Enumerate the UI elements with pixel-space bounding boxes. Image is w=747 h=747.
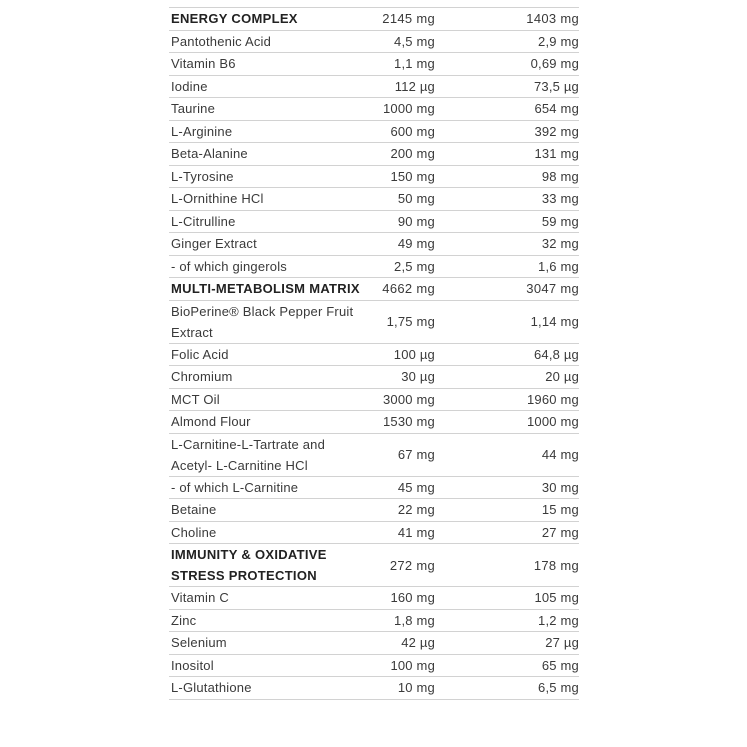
amount-per-100g: 392 mg: [435, 120, 579, 143]
table-row: [169, 233, 579, 256]
ingredient-name: Vitamin C: [169, 587, 361, 610]
amount-per-serving: 1,1 mg: [361, 53, 435, 76]
amount-per-serving: 150 mg: [361, 165, 435, 188]
amount-per-serving: 272 mg: [361, 544, 435, 587]
ingredient-name: L-Ornithine HCl: [169, 188, 361, 211]
table-row: [169, 609, 579, 632]
ingredient-name: L-Citrulline: [169, 210, 361, 233]
amount-per-serving: 200 mg: [361, 143, 435, 166]
amount-per-serving: 90 mg: [361, 210, 435, 233]
cut-off-cell: [361, 0, 435, 8]
amount-per-100g: 27 µg: [435, 632, 579, 655]
section-header-row: [169, 544, 579, 587]
amount-per-100g: 1,14 mg: [435, 300, 579, 343]
table-row: [169, 120, 579, 143]
table-row: [169, 433, 579, 476]
table-row: [169, 411, 579, 434]
table-row: [169, 53, 579, 76]
cut-off-cell: [169, 0, 361, 8]
amount-per-serving: 49 mg: [361, 233, 435, 256]
ingredient-name: Betaine: [169, 499, 361, 522]
table-row: [169, 300, 579, 343]
amount-per-serving: 600 mg: [361, 120, 435, 143]
table-row: [169, 521, 579, 544]
amount-per-100g: 1,2 mg: [435, 609, 579, 632]
amount-per-serving: 50 mg: [361, 188, 435, 211]
ingredient-name: L-Carnitine-L-Tartrate and Acetyl- L-Carnitine HCl: [169, 433, 361, 476]
amount-per-100g: 105 mg: [435, 587, 579, 610]
amount-per-serving: 4662 mg: [361, 278, 435, 301]
amount-per-100g: 1403 mg: [435, 8, 579, 31]
table-row: [169, 165, 579, 188]
table-row-cut-off: [169, 0, 579, 8]
ingredient-name: Zinc: [169, 609, 361, 632]
table-row: [169, 476, 579, 499]
table-row: [169, 632, 579, 655]
cut-off-cell: [435, 0, 579, 8]
ingredient-name: Almond Flour: [169, 411, 361, 434]
table-row: [169, 677, 579, 700]
amount-per-100g: 1000 mg: [435, 411, 579, 434]
ingredient-name: MCT Oil: [169, 388, 361, 411]
amount-per-serving: 160 mg: [361, 587, 435, 610]
amount-per-serving: 10 mg: [361, 677, 435, 700]
amount-per-100g: 65 mg: [435, 654, 579, 677]
amount-per-serving: 2145 mg: [361, 8, 435, 31]
ingredient-name: BioPerine® Black Pepper Fruit Extract: [169, 300, 361, 343]
ingredient-name: L-Tyrosine: [169, 165, 361, 188]
ingredient-name: Pantothenic Acid: [169, 30, 361, 53]
amount-per-100g: 64,8 µg: [435, 343, 579, 366]
amount-per-serving: 112 µg: [361, 75, 435, 98]
amount-per-100g: 2,9 mg: [435, 30, 579, 53]
nutrition-table-body: [169, 0, 579, 699]
ingredient-name: L-Glutathione: [169, 677, 361, 700]
amount-per-100g: 1960 mg: [435, 388, 579, 411]
amount-per-100g: 654 mg: [435, 98, 579, 121]
table-row: [169, 143, 579, 166]
section-title: ENERGY COMPLEX: [169, 8, 361, 31]
section-title: IMMUNITY & OXIDATIVE STRESS PROTECTION: [169, 544, 361, 587]
amount-per-serving: 4,5 mg: [361, 30, 435, 53]
ingredient-name: Choline: [169, 521, 361, 544]
table-row: [169, 388, 579, 411]
amount-per-serving: 1,8 mg: [361, 609, 435, 632]
table-row: [169, 98, 579, 121]
table-row: [169, 210, 579, 233]
amount-per-100g: 44 mg: [435, 433, 579, 476]
amount-per-100g: 131 mg: [435, 143, 579, 166]
amount-per-100g: 33 mg: [435, 188, 579, 211]
amount-per-100g: 6,5 mg: [435, 677, 579, 700]
amount-per-100g: 20 µg: [435, 366, 579, 389]
amount-per-serving: 2,5 mg: [361, 255, 435, 278]
ingredient-name: Taurine: [169, 98, 361, 121]
amount-per-100g: 98 mg: [435, 165, 579, 188]
amount-per-serving: 45 mg: [361, 476, 435, 499]
table-row: [169, 499, 579, 522]
amount-per-serving: 22 mg: [361, 499, 435, 522]
amount-per-serving: 67 mg: [361, 433, 435, 476]
amount-per-serving: 1,75 mg: [361, 300, 435, 343]
amount-per-serving: 30 µg: [361, 366, 435, 389]
table-row: [169, 343, 579, 366]
amount-per-serving: 41 mg: [361, 521, 435, 544]
ingredient-name: Folic Acid: [169, 343, 361, 366]
section-title: MULTI-METABOLISM MATRIX: [169, 278, 361, 301]
amount-per-100g: 3047 mg: [435, 278, 579, 301]
amount-per-serving: 3000 mg: [361, 388, 435, 411]
amount-per-100g: 32 mg: [435, 233, 579, 256]
ingredient-name: - of which L-Carnitine: [169, 476, 361, 499]
amount-per-100g: 30 mg: [435, 476, 579, 499]
section-header-row: [169, 278, 579, 301]
ingredient-name: Ginger Extract: [169, 233, 361, 256]
table-row: [169, 654, 579, 677]
amount-per-100g: 59 mg: [435, 210, 579, 233]
table-row: [169, 75, 579, 98]
nutrition-facts-table: [169, 0, 579, 700]
amount-per-serving: 1000 mg: [361, 98, 435, 121]
amount-per-100g: 27 mg: [435, 521, 579, 544]
table-row: [169, 366, 579, 389]
amount-per-serving: 1530 mg: [361, 411, 435, 434]
ingredient-name: Vitamin B6: [169, 53, 361, 76]
table-row: [169, 587, 579, 610]
table-row: [169, 30, 579, 53]
amount-per-serving: 42 µg: [361, 632, 435, 655]
ingredient-name: Beta-Alanine: [169, 143, 361, 166]
amount-per-100g: 15 mg: [435, 499, 579, 522]
amount-per-100g: 178 mg: [435, 544, 579, 587]
amount-per-100g: 0,69 mg: [435, 53, 579, 76]
amount-per-100g: 73,5 µg: [435, 75, 579, 98]
ingredient-name: Selenium: [169, 632, 361, 655]
ingredient-name: Chromium: [169, 366, 361, 389]
section-header-row: [169, 8, 579, 31]
table-row: [169, 188, 579, 211]
ingredient-name: Inositol: [169, 654, 361, 677]
ingredient-name: - of which gingerols: [169, 255, 361, 278]
ingredient-name: Iodine: [169, 75, 361, 98]
ingredient-name: L-Arginine: [169, 120, 361, 143]
amount-per-100g: 1,6 mg: [435, 255, 579, 278]
amount-per-serving: 100 µg: [361, 343, 435, 366]
table-row: [169, 255, 579, 278]
amount-per-serving: 100 mg: [361, 654, 435, 677]
